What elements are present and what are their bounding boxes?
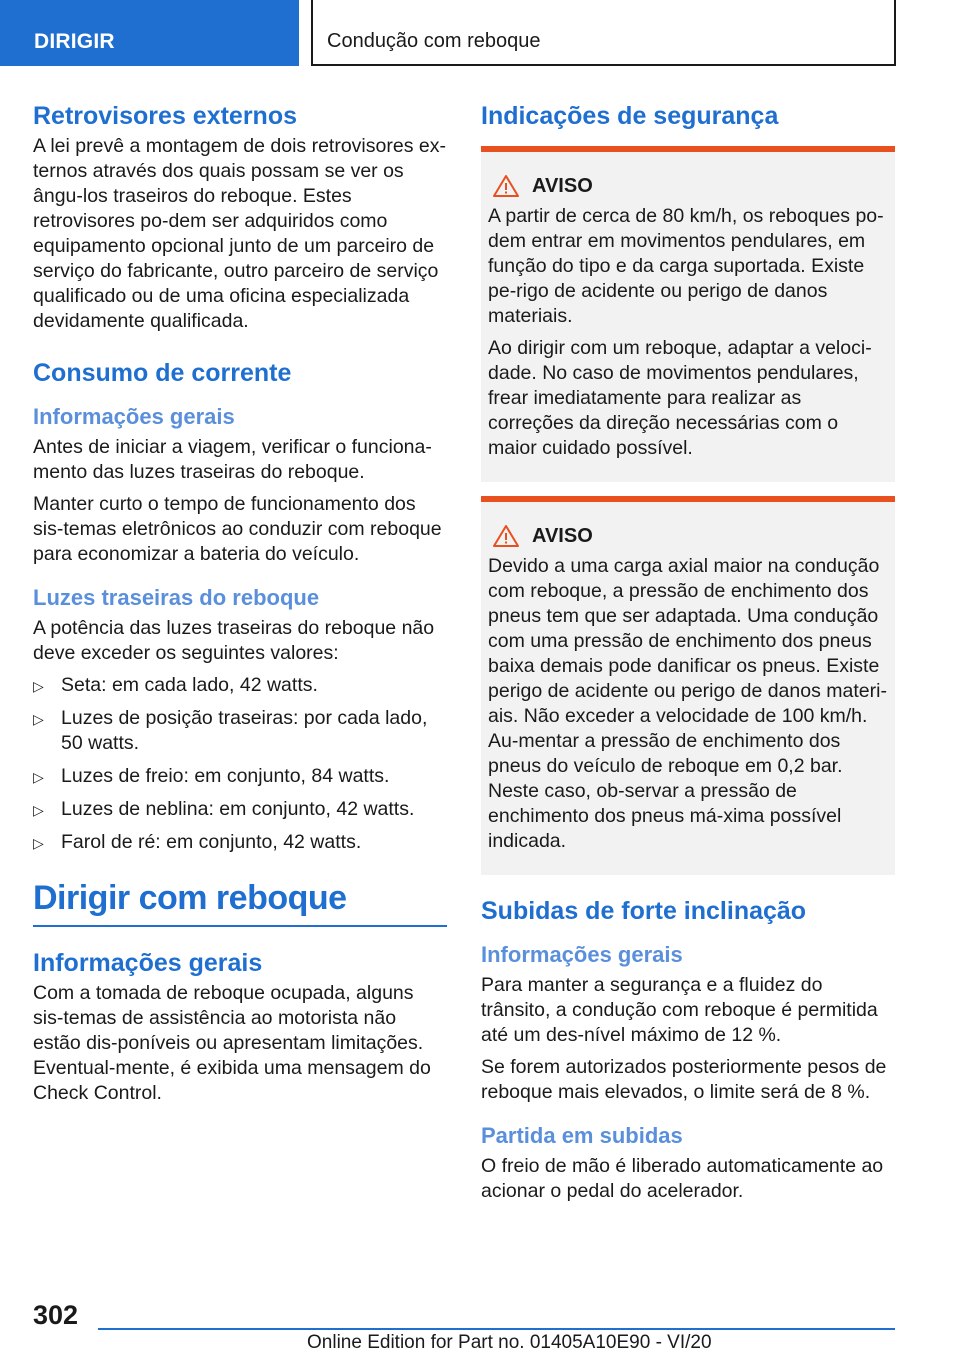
footer-edition: Online Edition for Part no. 01405A10E90 - VI/20 xyxy=(307,1332,712,1353)
lights-intro: A potência das luzes traseiras do reboque não deve exceder os seguintes valores: xyxy=(33,617,435,664)
triangle-bullet-icon: ▷ xyxy=(33,802,44,818)
mirrors-heading: Retrovisores externos xyxy=(33,102,298,130)
list-item: ▷ Luzes de neblina: em conjunto, 42 watts. xyxy=(33,797,447,822)
climb-paragraph-1: Para manter a segurança e a fluidez do trânsito, a condução com reboque é permitida até um des-nível máximo de 12 %. xyxy=(481,974,878,1046)
triangle-bullet-icon: ▷ xyxy=(33,835,44,851)
climb-paragraph-2: Se forem autorizados posteriormente pesos de reboque mais elevados, o limite será de 8 %. xyxy=(481,1056,887,1103)
climb-heading: Subidas de forte inclinação xyxy=(481,897,807,925)
chapter-heading: Dirigir com reboque xyxy=(33,877,447,927)
lights-heading: Luzes traseiras do reboque xyxy=(33,585,320,610)
warning-title: AVISO xyxy=(532,174,593,197)
footer-divider xyxy=(98,1328,895,1330)
consumo-heading: Consumo de corrente xyxy=(33,359,292,387)
triangle-bullet-icon: ▷ xyxy=(33,711,44,727)
triangle-bullet-icon: ▷ xyxy=(33,769,44,785)
start-heading: Partida em subidas xyxy=(481,1123,683,1148)
lights-list xyxy=(33,673,447,855)
warning-triangle-icon xyxy=(492,524,520,548)
warning-paragraph: A partir de cerca de 80 km/h, os reboques po-dem entrar em movimentos pendulares, em função do tipo e da carga suportada. Existe pe-rigo de acidente ou perigo de danos materiais. xyxy=(488,205,884,327)
general-heading: Informações gerais xyxy=(33,949,263,977)
warning-paragraph: Ao dirigir com um reboque, adaptar a veloci-dade. No caso de movimentos pendulares, frear imediatamente para realizar as correções da direção necessárias com o maior cuidado possível. xyxy=(488,337,872,459)
list-item: ▷ Luzes de posição traseiras: por cada lado, 50 watts. xyxy=(33,707,428,754)
header-section-tab xyxy=(0,0,299,66)
mirrors-paragraph: A lei prevê a montagem de dois retrovisores ex-ternos através dos quais possam se ver os ângu-los traseiros do reboque. Estes retrovisores po-dem ser adquiridos como equipamento opcional junto de um parceiro de serviço do fabricante, outro parceiro de serviço qualificado ou de uma oficina especializada devidamente qualificada. xyxy=(33,135,446,332)
right-column xyxy=(481,100,895,1211)
header-chapter-label: Condução com reboque xyxy=(327,30,541,52)
header-chapter-box xyxy=(311,0,896,66)
left-column xyxy=(33,100,447,1113)
warning-box-1 xyxy=(481,146,895,482)
triangle-bullet-icon: ▷ xyxy=(33,678,44,694)
climb-info-heading: Informações gerais xyxy=(481,942,683,967)
page-number: 302 xyxy=(33,1300,79,1330)
list-item: ▷ Luzes de freio: em conjunto, 84 watts. xyxy=(33,764,447,789)
info-heading: Informações gerais xyxy=(33,404,235,429)
start-paragraph: O freio de mão é liberado automaticamente ao acionar o pedal do acelerador. xyxy=(481,1155,884,1202)
general-paragraph: Com a tomada de reboque ocupada, alguns sis-temas de assistência ao motorista não estão dis-poníveis ou apresentam limitações. Eventual-mente, é exibida uma mensagem do Check Control. xyxy=(33,982,431,1104)
warning-box-2 xyxy=(481,496,895,875)
list-item: ▷ Farol de ré: em conjunto, 42 watts. xyxy=(33,830,447,855)
warning-title: AVISO xyxy=(532,524,593,547)
warning-triangle-icon xyxy=(492,174,520,198)
warning-paragraph: Devido a uma carga axial maior na condução com reboque, a pressão de enchimento dos pneus tem que ser adaptada. Uma condução com uma pressão de enchimento dos pneus baixa demais pode danificar os pneus. Existe perigo de acidente ou perigo de danos materi-ais. Não exceder a velocidade de 100 km/h. Au-mentar a pressão de enchimento dos pneus do veículo de reboque em 0,2 bar. Neste caso, ob-servar a pressão de enchimento dos pneus má-xima possível indicada. xyxy=(488,555,887,852)
list-item: ▷ Seta: em cada lado, 42 watts. xyxy=(33,673,447,698)
header-section-label: DIRIGIR xyxy=(34,30,115,53)
safety-heading: Indicações de segurança xyxy=(481,102,779,130)
info-paragraph-2: Manter curto o tempo de funcionamento dos sis-temas eletrônicos ao conduzir com reboque para economizar a bateria do veículo. xyxy=(33,493,442,565)
info-paragraph-1: Antes de iniciar a viagem, verificar o funciona-mento das luzes traseiras do reboque. xyxy=(33,436,432,483)
